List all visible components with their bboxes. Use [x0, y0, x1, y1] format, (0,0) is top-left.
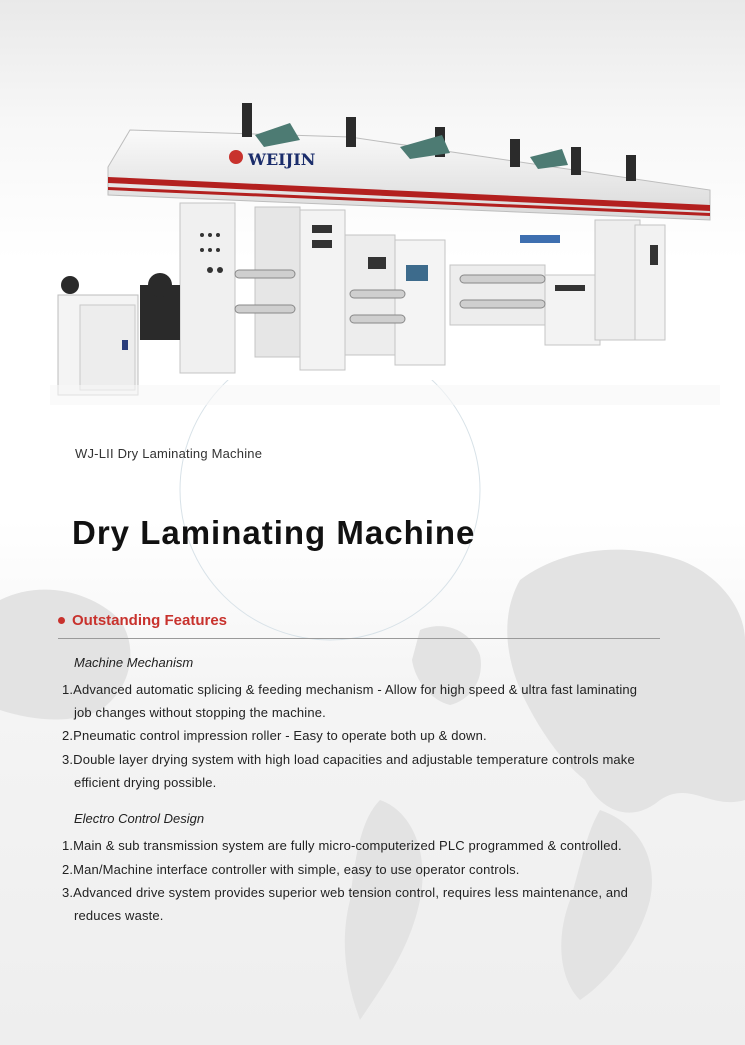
features-heading-label: Outstanding Features [72, 612, 228, 629]
image-caption: WJ-LII Dry Laminating Machine [75, 446, 263, 461]
section-title-machine-mechanism: Machine Mechanism [74, 655, 194, 670]
list-item [62, 748, 662, 794]
section-divider [58, 638, 660, 639]
item-text-continued: reduces waste. [74, 908, 164, 923]
laminating-machine-image [50, 95, 720, 405]
item-number: 2. [62, 728, 74, 743]
section-title-electro-control: Electro Control Design [74, 811, 205, 826]
list-item [62, 858, 662, 881]
item-text-continued: efficient drying possible. [74, 775, 217, 790]
weijin-logo-text: WEIJIN [248, 150, 316, 169]
item-number: 3. [62, 752, 74, 767]
page-title: Dry Laminating Machine [72, 514, 476, 551]
list-item [62, 724, 662, 747]
item-number: 1. [62, 682, 74, 697]
item-number: 1. [62, 838, 74, 853]
features-heading [58, 612, 227, 629]
list-item [62, 678, 662, 724]
bullet-dot-icon [58, 617, 65, 624]
list-item [62, 881, 662, 927]
item-text: Advanced drive system provides superior web tension control, requires less maintenance, and [73, 885, 629, 900]
item-text: Pneumatic control impression roller - Easy to operate both up & down. [73, 728, 487, 743]
item-text: Advanced automatic splicing & feeding mechanism - Allow for high speed & ultra fast laminating [73, 682, 638, 697]
item-number: 3. [62, 885, 74, 900]
item-text: Main & sub transmission system are fully micro-computerized PLC programmed & controlled. [73, 838, 622, 853]
item-text: Double layer drying system with high load capacities and adjustable temperature controls make [73, 752, 635, 767]
item-number: 2. [62, 862, 74, 877]
item-text-continued: job changes without stopping the machine. [74, 705, 326, 720]
item-text: Man/Machine interface controller with simple, easy to use operator controls. [73, 862, 520, 877]
list-item [62, 834, 662, 857]
